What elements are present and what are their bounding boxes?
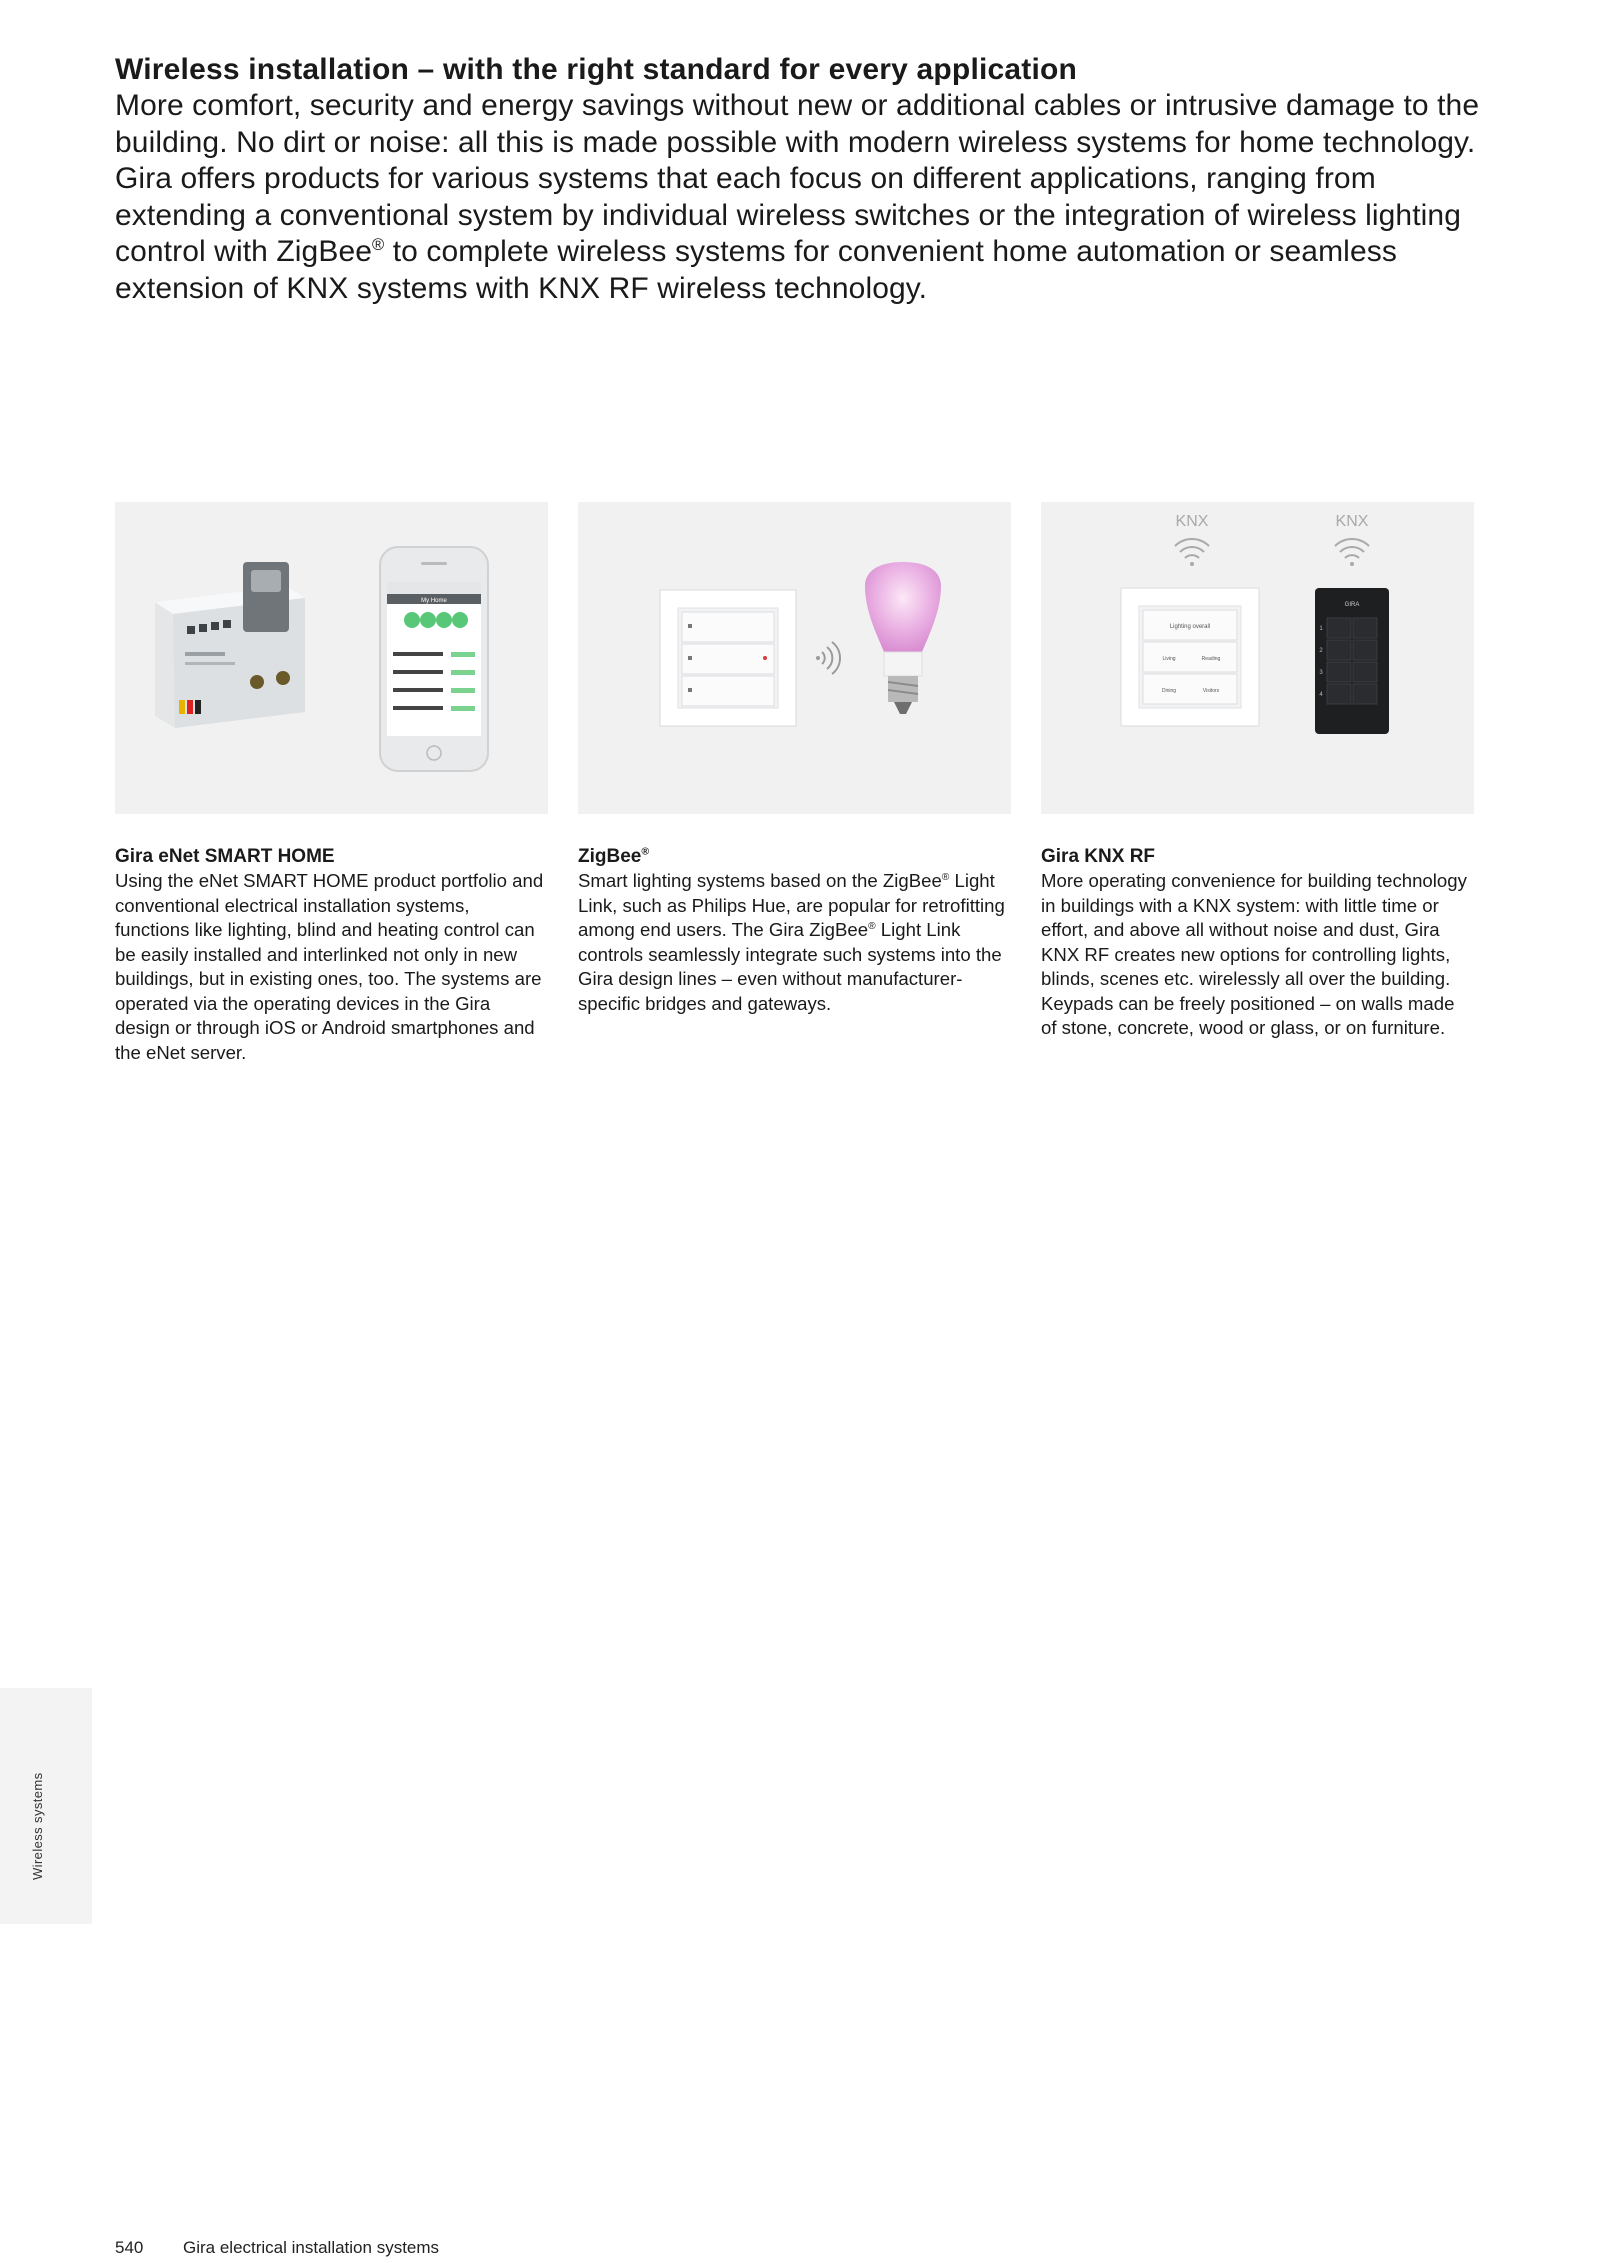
actuator-illustration — [155, 562, 305, 728]
enet-description: Using the eNet SMART HOME product portfolio and conventional electrical installation systems, functions like lighting, blind and heating control can be easily installed and interlinked not only in new buildings, but in existing ones, too. The systems are operated via the operating devices in the Gira design or through iOS or Android smartphones and the eNet server. — [115, 870, 544, 1063]
switch-illustration — [660, 590, 796, 726]
knx-rf-description: More operating convenience for building technology in buildings with a KNX system: with little time or effort, and above all without noise and dust, Gira KNX RF creates new options for controlling lights, blinds, scenes etc. wirelessly all over the building. Keypads can be freely positioned – on walls made of stone, concrete, wood or glass, or on furniture. — [1041, 870, 1467, 1038]
intro-text-part-2: to complete wireless systems for convenient home automation or seamless extension of KNX systems with KNX RF wireless technology. — [115, 235, 1397, 305]
column-knx-rf — [1041, 502, 1474, 1041]
side-tab[interactable] — [0, 1688, 92, 1924]
footer-title: Gira electrical installation systems — [183, 2238, 440, 2257]
knx-label-left: KNX — [1175, 513, 1209, 530]
zigbee-title — [578, 845, 1011, 869]
knx-rf-title: Gira KNX RF — [1041, 846, 1156, 867]
smartphone-illustration — [380, 547, 488, 771]
wifi-icon — [1175, 539, 1209, 566]
registered-mark: ® — [941, 871, 950, 883]
intro-paragraph — [115, 88, 1495, 307]
page-footer — [115, 2238, 439, 2258]
side-tab-label: Wireless systems — [30, 1772, 45, 1880]
remote-row-label: 4 — [1319, 692, 1323, 698]
page-heading: Wireless installation – with the right standard for every application — [115, 53, 1078, 86]
keypad-label-3a: Dining — [1161, 688, 1177, 694]
registered-mark: ® — [641, 846, 650, 858]
keypad-label-2b: Reading — [1201, 656, 1221, 662]
keypad-illustration — [1121, 588, 1259, 726]
knx-label-right: KNX — [1335, 513, 1369, 530]
bulb-illustration — [865, 562, 941, 714]
zigbee-title-text: ZigBee — [578, 846, 642, 867]
zigbee-text-2: Light Link, such as Philips Hue, are popular for retrofitting among end users. The Gira ZigBee — [578, 870, 1005, 940]
wireless-signal-icon — [816, 642, 840, 674]
zigbee-description — [578, 869, 1011, 1016]
remote-row-label: 3 — [1319, 670, 1323, 676]
intro-section — [115, 52, 1495, 307]
enet-product-image — [115, 502, 548, 814]
keypad-label-3b: Visitors — [1202, 688, 1220, 694]
column-enet — [115, 502, 548, 1065]
registered-mark: ® — [868, 920, 876, 932]
zigbee-product-image — [578, 502, 1011, 814]
keypad-label-2a: Living — [1162, 656, 1176, 662]
remote-row-label: 2 — [1319, 648, 1323, 654]
page-number: 540 — [115, 2238, 144, 2257]
zigbee-text-3: Light Link controls seamlessly integrate such systems into the Gira design lines – even without manufacturer-specific bridges and gateways. — [578, 919, 1002, 1014]
knx-rf-product-image — [1041, 502, 1474, 814]
remote-brand-text: GIRA — [1344, 602, 1360, 608]
wifi-icon — [1335, 539, 1369, 566]
column-zigbee — [578, 502, 1011, 1016]
registered-mark: ® — [372, 236, 385, 254]
remote-row-label: 1 — [1319, 626, 1323, 632]
phone-header-text: My Home — [421, 598, 447, 604]
keypad-label-1: Lighting overall — [1169, 624, 1211, 630]
intro-text-part-1: More comfort, security and energy savings without new or additional cables or intrusive damage to the building. No dirt or noise: all this is made possible with modern wireless systems for home technology. Gira offers products for various systems that each focus on different applications, ranging from extending a conventional system by individual wireless switches or the integration of wireless lighting control with ZigBee — [115, 89, 1480, 268]
remote-control-illustration — [1315, 588, 1389, 734]
zigbee-text-1: Smart lighting systems based on the ZigBee — [578, 870, 942, 891]
enet-title: Gira eNet SMART HOME — [115, 846, 335, 867]
